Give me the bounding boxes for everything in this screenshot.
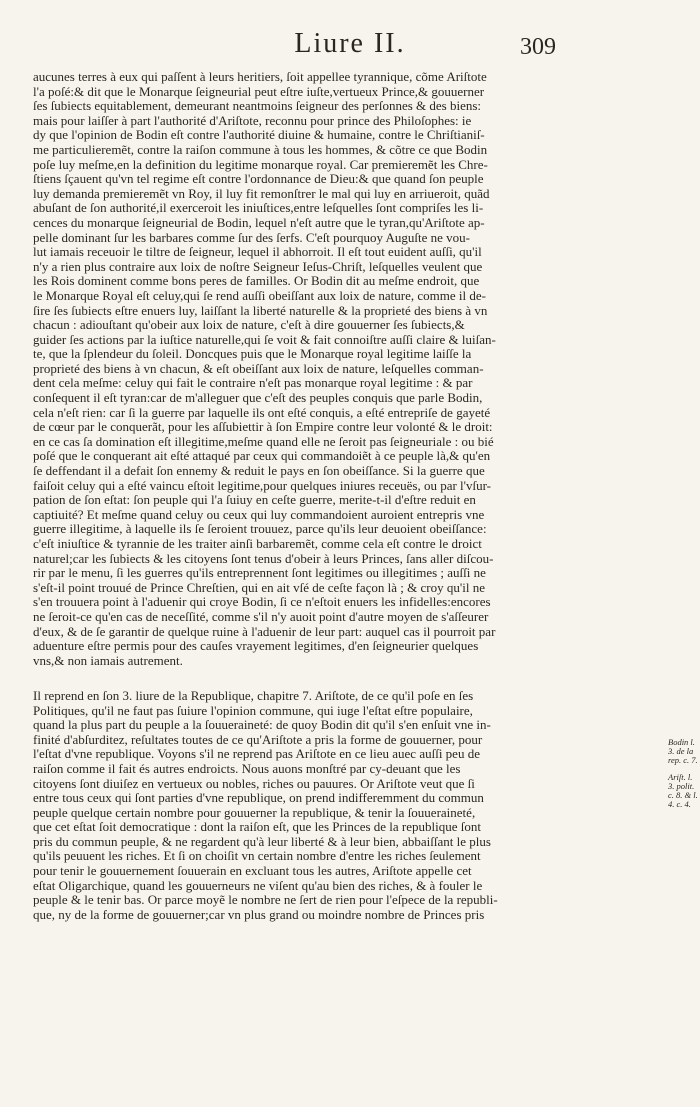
text-line: s'en trouuera point à l'aduenir qui croye Bodin, ſi ce n'eſtoit enuers les infidelles:encores xyxy=(33,595,491,610)
text-line: les Rois dominent comme bons peres de familles. Or Bodin dit au meſme endroit, que xyxy=(33,274,480,289)
text-line: poſé que le conquerant ait eſté attaqué par ceux qui commandoiẽt à ce peuple là,& qu'en xyxy=(33,449,491,464)
text-line: citoyens ſont diuiſez en vertueux ou nobles, riches ou pauures. Or Ariſtote veut que ſi xyxy=(33,776,475,791)
text-line: ſe deffendant il a defait ſon ennemy & reduit le pays en ſon obeiſſance. Si la guerre que xyxy=(33,464,485,479)
margin-note: Ariſt. l. 3. polit. c. 8. & l. 4. c. 4. xyxy=(668,772,698,809)
running-head: Liure II. xyxy=(294,28,406,59)
text-line: qu'ils peuuent les riches. Et ſi on choiſit vn certain nombre d'entre les riches ſeulement xyxy=(33,849,481,864)
text-line: guider ſes actions par la iuſtice naturelle,qui ſe voit & fait connoiſtre auſſi claire & luiſan- xyxy=(33,332,496,347)
text-line: ſes ſubiects equitablement, demeurant neantmoins ſeigneur des perſonnes & des biens: xyxy=(33,99,482,114)
text-line: Politiques, qu'il ne faut pas ſuiure l'opinion commune, qui iuge l'eſtat eſtre populaire, xyxy=(33,703,473,718)
text-line: me particulieremẽt, contre la raiſon commune à tous les hommes, & cõtre ce que Bodin xyxy=(33,142,488,157)
text-line: peuple quelque certain nombre pour gouuerner la republique, & tenir la ſouueraineté, xyxy=(33,805,476,820)
text-line: cela n'eſt rien: car ſi la guerre par laquelle ils ont eſté conquis, a eſté entrepriſe de gayeté xyxy=(33,405,491,420)
text-line: de cœur par le conquerãt, pour les aſſubiettir à ſon Empire contre leur volonté & le droit: xyxy=(33,420,493,435)
text-line: guerre illegitime, à laquelle ils ſe ſeroient trouuez, parce qu'ils leur deuoient obeiſſance: xyxy=(33,522,487,537)
paragraph-2 xyxy=(33,689,668,923)
text-line: luy demanda premieremẽt vn Roy, il luy fit remonſtrer le mal qui luy en arriueroit, quãd xyxy=(33,186,490,201)
text-line: pelle dominant ſur les barbares comme ſur des ſerfs. C'eſt pourquoy Auguſte ne vou- xyxy=(33,230,471,245)
text-line: dy que l'opinion de Bodin eſt contre l'authorité diuine & humaine, contre le Chriſtianiſ- xyxy=(33,128,485,143)
text-line: rir par le menu, ſi les guerres qu'ils entreprennent ſont legitimes ou illegitimes ; auſſi ne xyxy=(33,566,486,581)
text-line: Il reprend en ſon 3. liure de la Republique, chapitre 7. Ariſtote, de ce qu'il poſe en ſes xyxy=(33,688,474,703)
text-line: d'eux, & de ſe garantir de quelque ruine à l'aduenir de leur part: auquel cas il pourroit par xyxy=(33,624,496,639)
text-line: pour tenir le gouuernement ſouuerain en excluant tous les autres, Ariſtote appelle cet xyxy=(33,864,472,879)
text-line: en ce cas ſa domination eſt illegitime,meſme quand elle ne ſeroit pas ſeigneuriale : ou bié xyxy=(33,434,494,449)
text-line xyxy=(33,668,668,683)
text-line: l'a poſé:& dit que le Monarque ſeigneurial peut eſtre iuſte,vertueux Prince,& gouuerner xyxy=(33,84,485,99)
text-line: chacun : adiouſtant qu'obeir aux loix de nature, c'eſt à dire gouuerner ſes ſubiects,& xyxy=(33,318,465,333)
text-line: ſtiens ſçauent qu'vn tel regime eſt contre l'ordonnance de Dieu:& que quand ſon peuple xyxy=(33,172,484,187)
text-line: que cet eſtat ſoit democratique : dont la raiſon eſt, que les Princes de la republique ſont xyxy=(33,820,481,835)
text-line: c'eſt iniuſtice & tyrannie de les traiter ainſi barbaremẽt, comme cela eſt contre le droict xyxy=(33,537,482,551)
text-line: entre tous ceux qui ſont parties d'vne republique, on prend indifferemment du commun xyxy=(33,791,484,806)
text-line: vns,& non iamais autrement. xyxy=(33,653,183,668)
text-line: ne ſeroit-ce qu'en cas de neceſſité, comme s'il n'y auoit point d'autre moyen de s'aſſeurer xyxy=(33,609,489,624)
text-line: lut iamais receuoir le tiltre de ſeigneur, lequel il abhorroit. Il eſt tout euident auſſi, qu'il xyxy=(33,245,482,260)
text-line: aduenture eſtre permis pour des cauſes vrayement legitimes, d'en ſeigneurier quelques xyxy=(33,639,479,654)
page-number: 309 xyxy=(520,34,556,60)
text-line: n'y a rien plus contraire aux loix de noſtre Seigneur Ieſus-Chriſt, leſquelles veulent que xyxy=(33,259,483,274)
text-line: le Monarque Royal eſt celuy,qui ſe rend auſſi obeiſſant aux loix de nature, comme il de- xyxy=(33,288,486,303)
margin-notes xyxy=(668,738,700,817)
text-line: poſe luy meſme,en la definition du legitime monarque royal. Car premieremẽt les Chre- xyxy=(33,157,488,172)
text-line: eſtat Oligarchique, quand les gouuerneurs ne viſent qu'au bien des riches, & à fouler le xyxy=(33,878,483,893)
text-line: dent cela meſme: celuy qui fait le contraire n'eſt pas monarque royal legitime : & par xyxy=(33,376,473,391)
text-line: pris du commun peuple, & ne regardent qu'à leur liberté & à leur bien, abbaiſſant le plus xyxy=(33,834,491,849)
text-line: abuſant de ſon authorité,il exerceroit les iniuſtices,entre leſquelles ſont compriſes les li- xyxy=(33,201,484,216)
paragraph-1 xyxy=(33,70,668,683)
text-line: mais pour laiſſer à part l'authorité d'Ariſtote, reconnu pour prince des Philoſophes: ie xyxy=(33,113,472,128)
text-line: proprieté des biens à vn chacun, & eſt obeiſſant aux loix de nature, leſquelles comman- xyxy=(33,361,484,376)
text-line: cences du monarque ſeigneurial de Bodin, lequel n'eſt autre que le tyran,qu'Ariſtote ap- xyxy=(33,215,485,230)
text-line: aucunes terres à eux qui paſſent à leurs heritiers, ſoit appellee tyrannique, cõme Ariſtote xyxy=(33,70,487,84)
text-line: que, ny de la forme de gouuerner;car vn plus grand ou moindre nombre de Princes pris xyxy=(33,907,485,922)
text-line: naturel;car les ſubiects & les citoyens ſont tenus d'obeir à leurs Princes, ſans aller diſcou- xyxy=(33,551,494,566)
text-line: quand la plus part du peuple a la ſouueraineté: de quoy Bodin dit qu'il s'en enſuit vne in- xyxy=(33,718,491,733)
text-line: conſequent il eſt tyran:car de m'alleguer que c'eſt des peuples conquis que parle Bodin, xyxy=(33,391,483,406)
text-line: te, que la ſplendeur du ſoleil. Doncques puis que le Monarque royal legitime laiſſe la xyxy=(33,347,472,362)
text-line: s'eſt-il point trouué de Prince Chreſtien, qui en ait vſé de ceſte façon là ; & croy qu'il ne xyxy=(33,580,485,595)
text-line: raiſon comme il fait és autres endroicts. Nous auons monſtré par cy-deuant que les xyxy=(33,761,461,776)
text-line: captiuité? Et meſme quand celuy ou ceux qui luy commandoient auroient entrepris vne xyxy=(33,507,485,522)
text-line: l'eſtat d'vne republique. Voyons s'il ne reprend pas Ariſtote en ce lieu auec auſſi peu de xyxy=(33,747,480,762)
text-line: pation de ſon eſtat: ſon peuple qui l'a ſuiuy en ceſte guerre, merite-t-il d'eſtre reduit en xyxy=(33,493,476,508)
text-line: ſire ſes ſubiects eſtre enuers luy, laiſſant la liberté naturelle & la proprieté des biens à vn xyxy=(33,303,488,318)
text-line: peuple & le tenir bas. Or parce moyẽ le nombre ne ſert de rien pour l'eſpece de la republi- xyxy=(33,893,498,908)
margin-note: Bodin l. 3. de la rep. c. 7. xyxy=(668,737,698,765)
body-text xyxy=(33,70,668,922)
text-line: finité d'abſurditez, reſultates toutes de ce qu'Ariſtote a pris la forme de gouuerner, pour xyxy=(33,732,483,747)
text-line: faiſoit celuy qui a eſté vaincu eſtoit legitime,pour quelques iniures receuës, ou par l'vſur- xyxy=(33,478,492,493)
